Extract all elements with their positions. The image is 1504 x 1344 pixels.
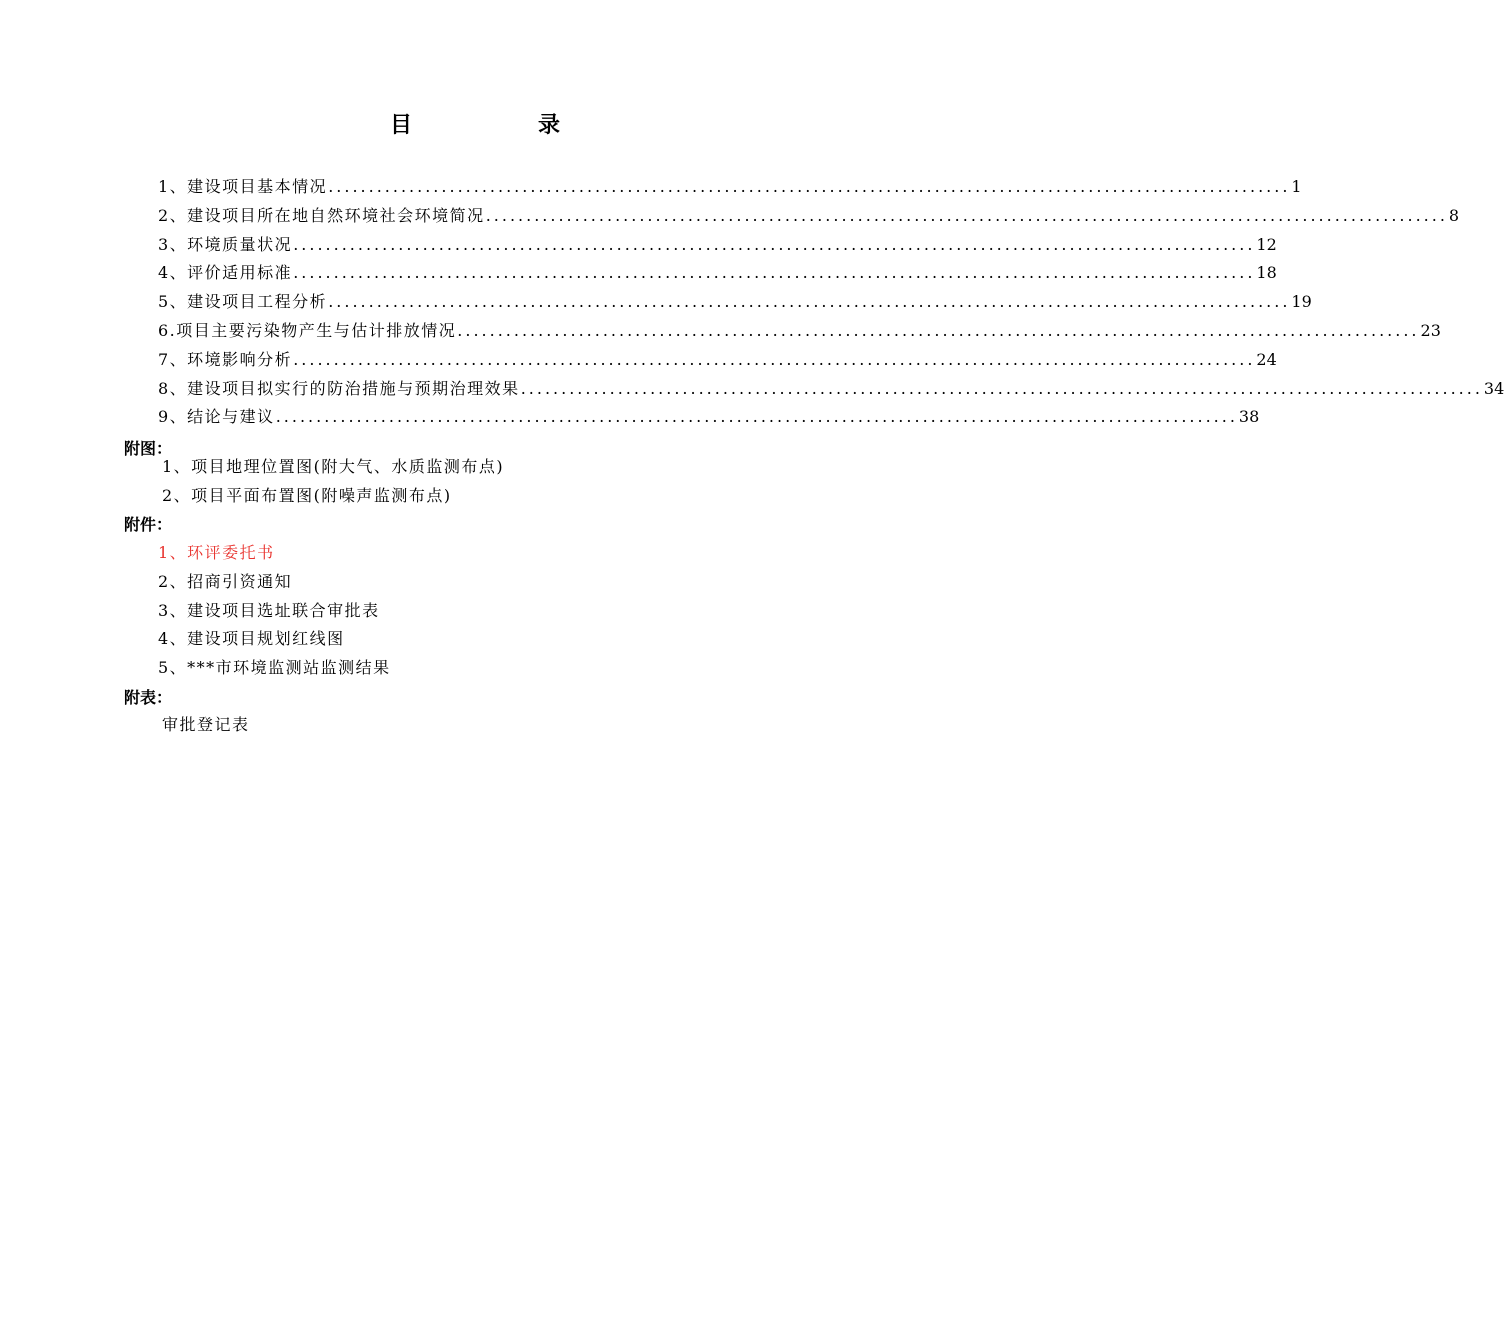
toc-leader-dots: ....................................................................................................................... — [457, 320, 1420, 340]
toc-entry-label: 6.项目主要污染物产生与估计排放情况 — [158, 320, 457, 340]
attachment-item[interactable]: 5、***市环境监测站监测结果 — [158, 658, 391, 678]
toc-entry[interactable] — [158, 174, 1302, 203]
toc-entry-label: 1、建设项目基本情况 — [158, 177, 328, 196]
toc-entry-page: 1 — [1291, 177, 1302, 196]
toc-entry-page: 34 — [1483, 378, 1504, 398]
attachments-heading: 附件： — [124, 515, 173, 534]
toc-leader-dots: ....................................................................................................................... — [328, 177, 1291, 196]
attachment-item-highlighted[interactable]: 1、环评委托书 — [158, 543, 275, 562]
tables-heading: 附表： — [124, 688, 173, 707]
toc-entry-page: 23 — [1420, 320, 1441, 340]
toc-entry-label: 4、评价适用标准 — [158, 263, 293, 283]
toc-entry[interactable] — [158, 232, 1277, 261]
figures-list — [162, 454, 504, 512]
toc-entry[interactable] — [158, 318, 1441, 347]
toc-entry-page: 19 — [1291, 292, 1312, 312]
toc-leader-dots: ....................................................................................................................... — [275, 407, 1238, 427]
toc-leader-dots: ....................................................................................................................... — [520, 378, 1483, 398]
toc-entry[interactable] — [158, 289, 1312, 318]
toc-entry-page: 8 — [1448, 205, 1460, 225]
toc-entry-page: 24 — [1256, 349, 1277, 369]
toc-entry[interactable] — [158, 376, 1504, 405]
toc-entry-label: 8、建设项目拟实行的防治措施与预期治理效果 — [158, 378, 520, 398]
page-title: 目 录 — [389, 112, 612, 138]
toc-leader-dots: ....................................................................................................................... — [293, 263, 1256, 283]
toc-entry-label: 3、环境质量状况 — [158, 234, 293, 254]
toc-entry-label: 5、建设项目工程分析 — [158, 292, 328, 312]
toc-leader-dots: ....................................................................................................................... — [328, 292, 1291, 312]
toc-entry-page: 12 — [1256, 234, 1277, 254]
attachments-list — [158, 540, 391, 684]
attachment-item[interactable]: 3、建设项目选址联合审批表 — [158, 600, 380, 620]
toc-entry[interactable] — [158, 347, 1277, 376]
toc-entry-label: 9、结论与建议 — [158, 407, 275, 427]
table-of-contents — [158, 174, 1504, 433]
toc-entry-page: 38 — [1238, 407, 1260, 427]
attachment-item[interactable]: 4、建设项目规划红线图 — [158, 629, 345, 649]
table-item[interactable]: 审批登记表 — [162, 715, 250, 734]
toc-entry[interactable] — [158, 203, 1460, 232]
toc-entry-label: 7、环境影响分析 — [158, 349, 293, 369]
attachment-item[interactable]: 2、招商引资通知 — [158, 571, 293, 591]
toc-leader-dots: ....................................................................................................................... — [293, 234, 1256, 254]
figure-item[interactable]: 2、项目平面布置图(附噪声监测布点) — [162, 485, 452, 505]
toc-entry-page: 18 — [1256, 263, 1277, 283]
figure-item[interactable]: 1、项目地理位置图(附大气、水质监测布点) — [162, 457, 505, 476]
toc-entry[interactable] — [158, 260, 1277, 289]
toc-leader-dots: ....................................................................................................................... — [293, 349, 1256, 369]
toc-entry-label: 2、建设项目所在地自然环境社会环境简况 — [158, 205, 485, 225]
toc-entry[interactable] — [158, 404, 1260, 433]
toc-leader-dots: ....................................................................................................................... — [485, 205, 1448, 225]
tables-list — [162, 712, 250, 741]
figures-heading: 附图： — [124, 439, 173, 458]
